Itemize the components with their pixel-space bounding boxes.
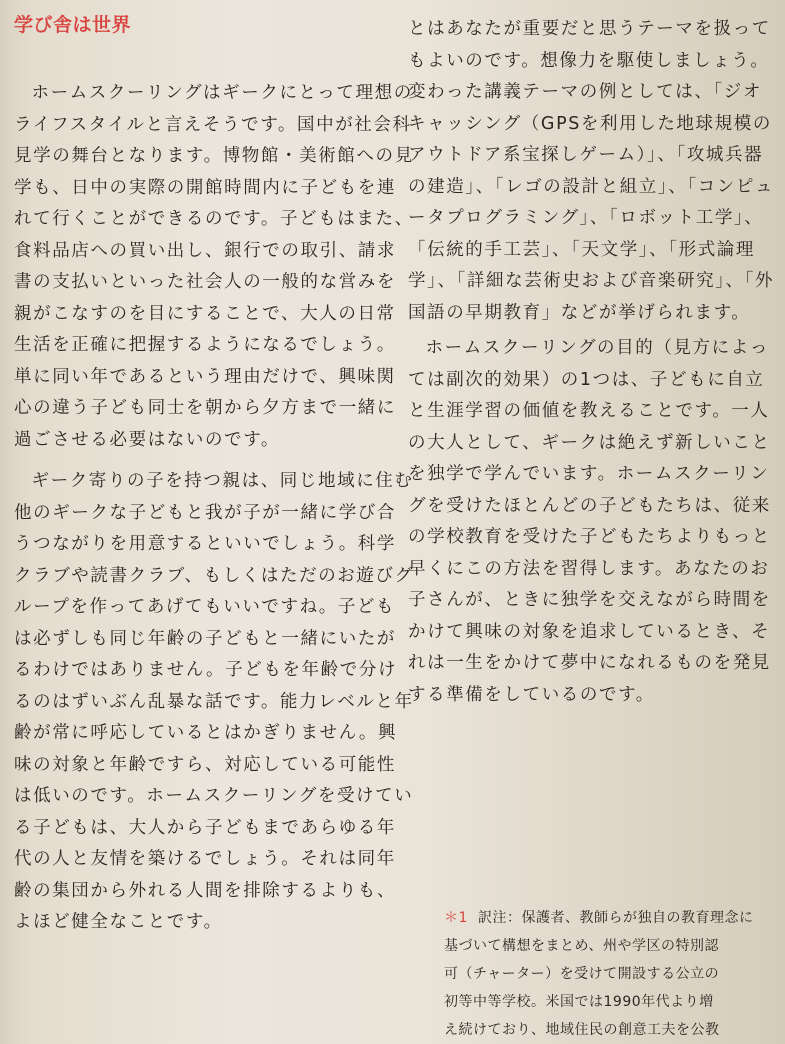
footnote-line: 初等中等学校。米国では1990年代より増: [444, 994, 714, 1010]
footnote-line: [444, 904, 785, 932]
footnote-line: え続けており、地域住民の創意工夫を公教: [444, 1022, 720, 1038]
section-heading: 学び舎は世界: [14, 14, 132, 36]
footnote-marker: ＊1: [444, 910, 468, 926]
body-paragraph: ギーク寄りの子を持つ親は、同じ地域に住む他のギークな子どもと我が子が一緒に学び合うつながりを用意するといいでしょう。科学クラブや読書クラブ、もしくはただのお遊びグループを作ってあげてもいいですね。子どもは必ずしも同じ年齢の子どもと一緒にいたがるわけではありません。子どもを年齢で分けるのはずいぶん乱暴な話です。能力レベルと年齢が常に呼応しているとはかぎりません。興味の対象と年齢ですら、対応している可能性は低いのです。ホームスクーリングを受けている子どもは、大人から子どもまであらゆる年代の人と友情を築けるでしょう。それは同年齢の集団から外れる人間を排除するよりも、よほど健全なことです。: [14, 471, 414, 932]
body-paragraph: ホームスクーリングの目的（見方によっては副次的効果）の1つは、子どもに自立と生涯学習の価値を教えることです。一人の大人として、ギークは絶えず新しいことを独学で学んでいます。ホームスクーリングを受けたほとんどの子どもたちは、従来の学校教育を受けた子どもたちよりもっと早くにこの方法を習得します。あなたのお子さんが、ときに独学を交えながら時間をかけて興味の対象を追求しているとき、それは一生をかけて夢中になれるものを発見する準備をしているのです。: [408, 338, 771, 705]
body-paragraph: ホームスクーリングはギークにとって理想のライフスタイルと言えそうです。国中が社会科見学の舞台となります。博物館・美術館への見学も、日中の実際の開館時間内に子どもを連れて行くことができるのです。子どもはまた、食料品店への買い出し、銀行での取引、請求書の支払いといった社会人の一般的な営みを親がこなすのを目にすることで、大人の日常生活を正確に把握するようになるでしょう。単に同い年であるという理由だけで、興味関心の違う子ども同士を朝から夕方まで一緒に過ごさせる必要はないのです。: [14, 83, 414, 450]
footnote-line: 可（チャーター）を受けて開設する公立の: [444, 966, 720, 982]
footnote: [444, 904, 785, 1044]
right-column: [408, 14, 780, 711]
continued-paragraph: とはあなたが重要だと思うテーマを扱ってもよいのです。想像力を駆使しましょう。変わった講義テーマの例としては、「ジオキャッシング（GPSを利用した地球規模のアウトドア系宝探しゲーム）」、「攻城兵器の建造」、「レゴの設計と組立」、「コンピュータプログラミング」、「ロボット工学」、「伝統的手工芸」、「天文学」、「形式論理学」、「詳細な芸術史および音楽研究」、「外国語の早期教育」などが挙げられます。: [408, 19, 775, 323]
footnote-text: 訳注：保護者、教師らが独自の教育理念に: [478, 910, 754, 926]
footnote-line: 基づいて構想をまとめ、州や学区の特別認: [444, 938, 719, 954]
left-column: [14, 78, 414, 939]
